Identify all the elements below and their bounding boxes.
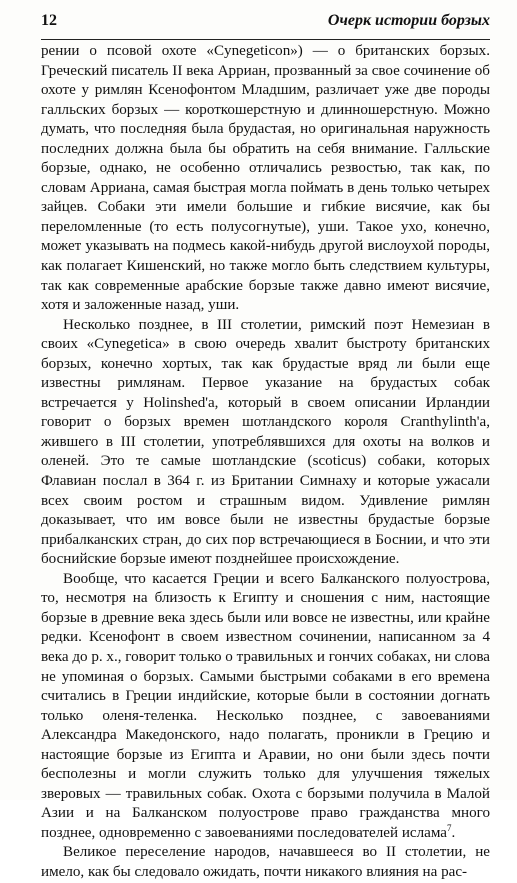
footnote-marker: 7	[446, 822, 452, 833]
page-number: 12	[41, 12, 57, 29]
paragraph-2	[41, 316, 490, 570]
body-text	[41, 42, 490, 883]
paragraph-1	[41, 42, 490, 316]
paragraph-3-text: Вообще, что касается Греции и всего Балканского полуострова, то, несмотря на близость к Египту и сношения с ним, настоящие борзые в древние века здесь были или вовсе не известны, или крайне редки. Ксенофонт в своем известном сочинении, написанном за 4 века до р. х., говорит только о травильных и гончих собаках, ни слова не упоминая о борзых. Самыми быстрыми собаками в его времена считались в Греции индийские, которые были в состоянии догнать только оленя-теленка. Несколько позднее, с завоеваниями Александра Македонского, надо полагать, проникли в Грецию и настоящие борзые из Египта и Аравии, но они были здесь почти бесполезны и могли служить только для улучшения тяжелых зверовых — травильных собак. Охота с борзыми получила в Малой Азии и на Балканском полуострове право гражданства много позднее, одновременно с завоеваниями последователей ислама	[41, 570, 490, 841]
paragraph-2-text: Несколько позднее, в III столетии, римский поэт Немезиан в своих «Cynegetica» в свою очередь хвалит быстроту британских борзых, конечно хортых, так как брудастые вряд ли были еще известны римлянам. Первое указание на брудастых собак встречается у Holinshed'а, который в своем описании Ирландии говорит о борзых времен шотландского короля Cranthylinth'а, жившего в III столетии, употреблявшихся для охоты на волков и оленей. Это те самые шотландские (scoticus) собаки, которых Флавиан послал в 364 г. из Британии Симнаху и которые ужасали всех своим ростом и страшным видом. Удивление римлян доказывает, что им вовсе были не известны брудастые борзые прибалканских стран, до сих пор встречающиеся в Боснии, и что эти боснийские борзые имеют позднейшее происхождение.	[41, 316, 490, 568]
paragraph-4-text: Великое переселение народов, начавшееся во II столетии, не имело, как бы следовало ожидать, почти никакого влияния на рас-	[41, 844, 490, 880]
page-header	[41, 9, 490, 40]
paragraph-1-text: рении о псовой охоте «Cynegeticon») — о британских борзых. Греческий писатель II века Арриан, прозванный за свое сочинение об охоте у римлян Ксенофонтом Младшим, различает уже две породы галльских борзых — короткошерстную и длинношерстную. Можно думать, что последняя была брудастая, но оригинальная наружность последних должна была бы обратить на себя внимание. Галльские борзые, однако, не особенно отличались резвостью, так как, по словам Арриана, самая быстрая могла поймать в день только четырех зайцев. Собаки эти имели большие и гибкие висячие, как бы переломленные (то есть полусогнутые), уши. Такое ухо, конечно, может указывать на подмесь какой-нибудь другой вислоухой породы, как полагает Кишенский, но также могло быть следствием культуры, так как современные арабские борзые также давно имеют висячие, хотя и заложенные назад, уши.	[41, 43, 490, 314]
paragraph-4	[41, 843, 490, 882]
paragraph-3	[41, 570, 490, 844]
running-title: Очерк истории борзых	[327, 12, 490, 29]
paragraph-3-end: .	[451, 824, 456, 841]
